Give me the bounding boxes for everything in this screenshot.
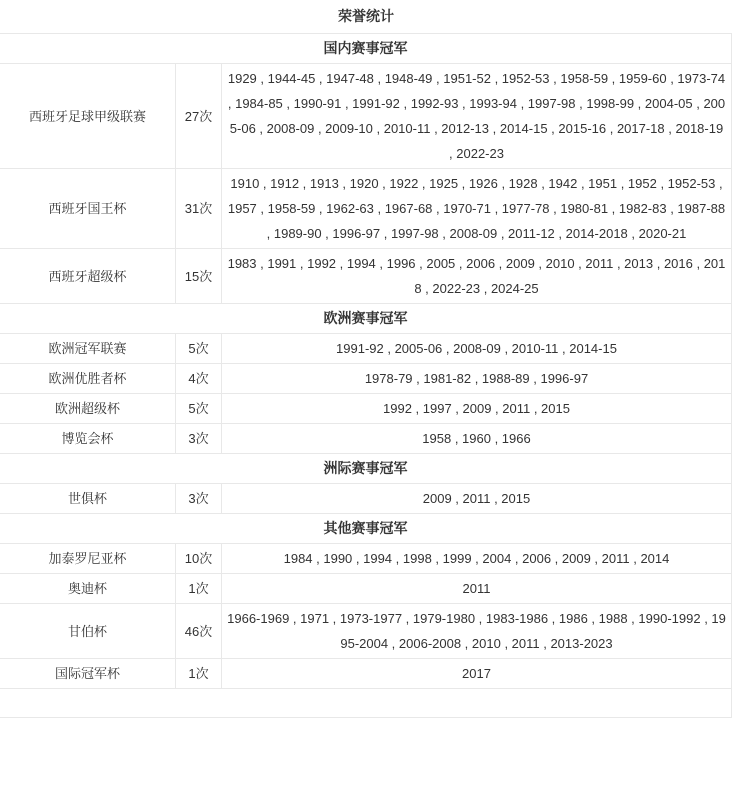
- competition-name: 西班牙足球甲级联赛: [0, 64, 176, 169]
- winning-years: 1984 , 1990 , 1994 , 1998 , 1999 , 2004 , 2006 , 2009 , 2011 , 2014: [222, 544, 732, 574]
- winning-years: 1929 , 1944-45 , 1947-48 , 1948-49 , 1951-52 , 1952-53 , 1958-59 , 1959-60 , 1973-74 , 1984-85 , 1990-91 , 1991-92 , 1992-93 , 1993-94 , 1997-98 , 1998-99 , 2004-05 , 2005-06 , 2008-09 , 2009-10 , 2010-11 , 2012-13 , 2014-15 , 2015-16 , 2017-18 , 2018-19 , 2022-23: [222, 64, 732, 169]
- winning-years: 1966-1969 , 1971 , 1973-1977 , 1979-1980 , 1983-1986 , 1986 , 1988 , 1990-1992 , 1995-2004 , 2006-2008 , 2010 , 2011 , 2013-2023: [222, 604, 732, 659]
- section-header: 洲际赛事冠军: [0, 454, 732, 484]
- section-header: 欧洲赛事冠军: [0, 304, 732, 334]
- winning-years: 2017: [222, 659, 732, 689]
- section-header: 国内赛事冠军: [0, 34, 732, 64]
- section-header-row: [0, 514, 732, 544]
- empty-cell: [0, 689, 732, 718]
- winning-years: 2009 , 2011 , 2015: [222, 484, 732, 514]
- titles-count: 5次: [176, 334, 222, 364]
- titles-count: 46次: [176, 604, 222, 659]
- section-header: 其他赛事冠军: [0, 514, 732, 544]
- competition-name: 西班牙超级杯: [0, 249, 176, 304]
- competition-name: 甘伯杯: [0, 604, 176, 659]
- table-row: [0, 574, 732, 604]
- empty-row: [0, 689, 732, 718]
- winning-years: 1978-79 , 1981-82 , 1988-89 , 1996-97: [222, 364, 732, 394]
- table-row: [0, 64, 732, 169]
- titles-count: 31次: [176, 169, 222, 249]
- section-header-row: [0, 34, 732, 64]
- competition-name: 博览会杯: [0, 424, 176, 454]
- winning-years: 1958 , 1960 , 1966: [222, 424, 732, 454]
- competition-name: 西班牙国王杯: [0, 169, 176, 249]
- competition-name: 世俱杯: [0, 484, 176, 514]
- titles-count: 3次: [176, 484, 222, 514]
- winning-years: 1992 , 1997 , 2009 , 2011 , 2015: [222, 394, 732, 424]
- table-row: [0, 604, 732, 659]
- table-row: [0, 334, 732, 364]
- competition-name: 国际冠军杯: [0, 659, 176, 689]
- table-row: [0, 544, 732, 574]
- titles-count: 1次: [176, 574, 222, 604]
- table-row: [0, 249, 732, 304]
- section-header-row: [0, 454, 732, 484]
- table-row: [0, 364, 732, 394]
- titles-count: 1次: [176, 659, 222, 689]
- competition-name: 奥迪杯: [0, 574, 176, 604]
- competition-name: 欧洲超级杯: [0, 394, 176, 424]
- table-row: [0, 424, 732, 454]
- page-title: 荣誉统计: [338, 8, 394, 24]
- titles-count: 5次: [176, 394, 222, 424]
- table-row: [0, 169, 732, 249]
- titles-count: 3次: [176, 424, 222, 454]
- titles-count: 10次: [176, 544, 222, 574]
- winning-years: 1910 , 1912 , 1913 , 1920 , 1922 , 1925 , 1926 , 1928 , 1942 , 1951 , 1952 , 1952-53 , 1957 , 1958-59 , 1962-63 , 1967-68 , 1970-71 , 1977-78 , 1980-81 , 1982-83 , 1987-88 , 1989-90 , 1996-97 , 1997-98 , 2008-09 , 2011-12 , 2014-2018 , 2020-21: [222, 169, 732, 249]
- competition-name: 欧洲冠军联赛: [0, 334, 176, 364]
- section-header-row: [0, 304, 732, 334]
- honors-table: [0, 33, 732, 718]
- titles-count: 15次: [176, 249, 222, 304]
- table-row: [0, 659, 732, 689]
- table-row: [0, 394, 732, 424]
- competition-name: 欧洲优胜者杯: [0, 364, 176, 394]
- winning-years: 1991-92 , 2005-06 , 2008-09 , 2010-11 , 2014-15: [222, 334, 732, 364]
- winning-years: 1983 , 1991 , 1992 , 1994 , 1996 , 2005 , 2006 , 2009 , 2010 , 2011 , 2013 , 2016 , 2018 , 2022-23 , 2024-25: [222, 249, 732, 304]
- table-row: [0, 484, 732, 514]
- winning-years: 2011: [222, 574, 732, 604]
- competition-name: 加泰罗尼亚杯: [0, 544, 176, 574]
- titles-count: 27次: [176, 64, 222, 169]
- titles-count: 4次: [176, 364, 222, 394]
